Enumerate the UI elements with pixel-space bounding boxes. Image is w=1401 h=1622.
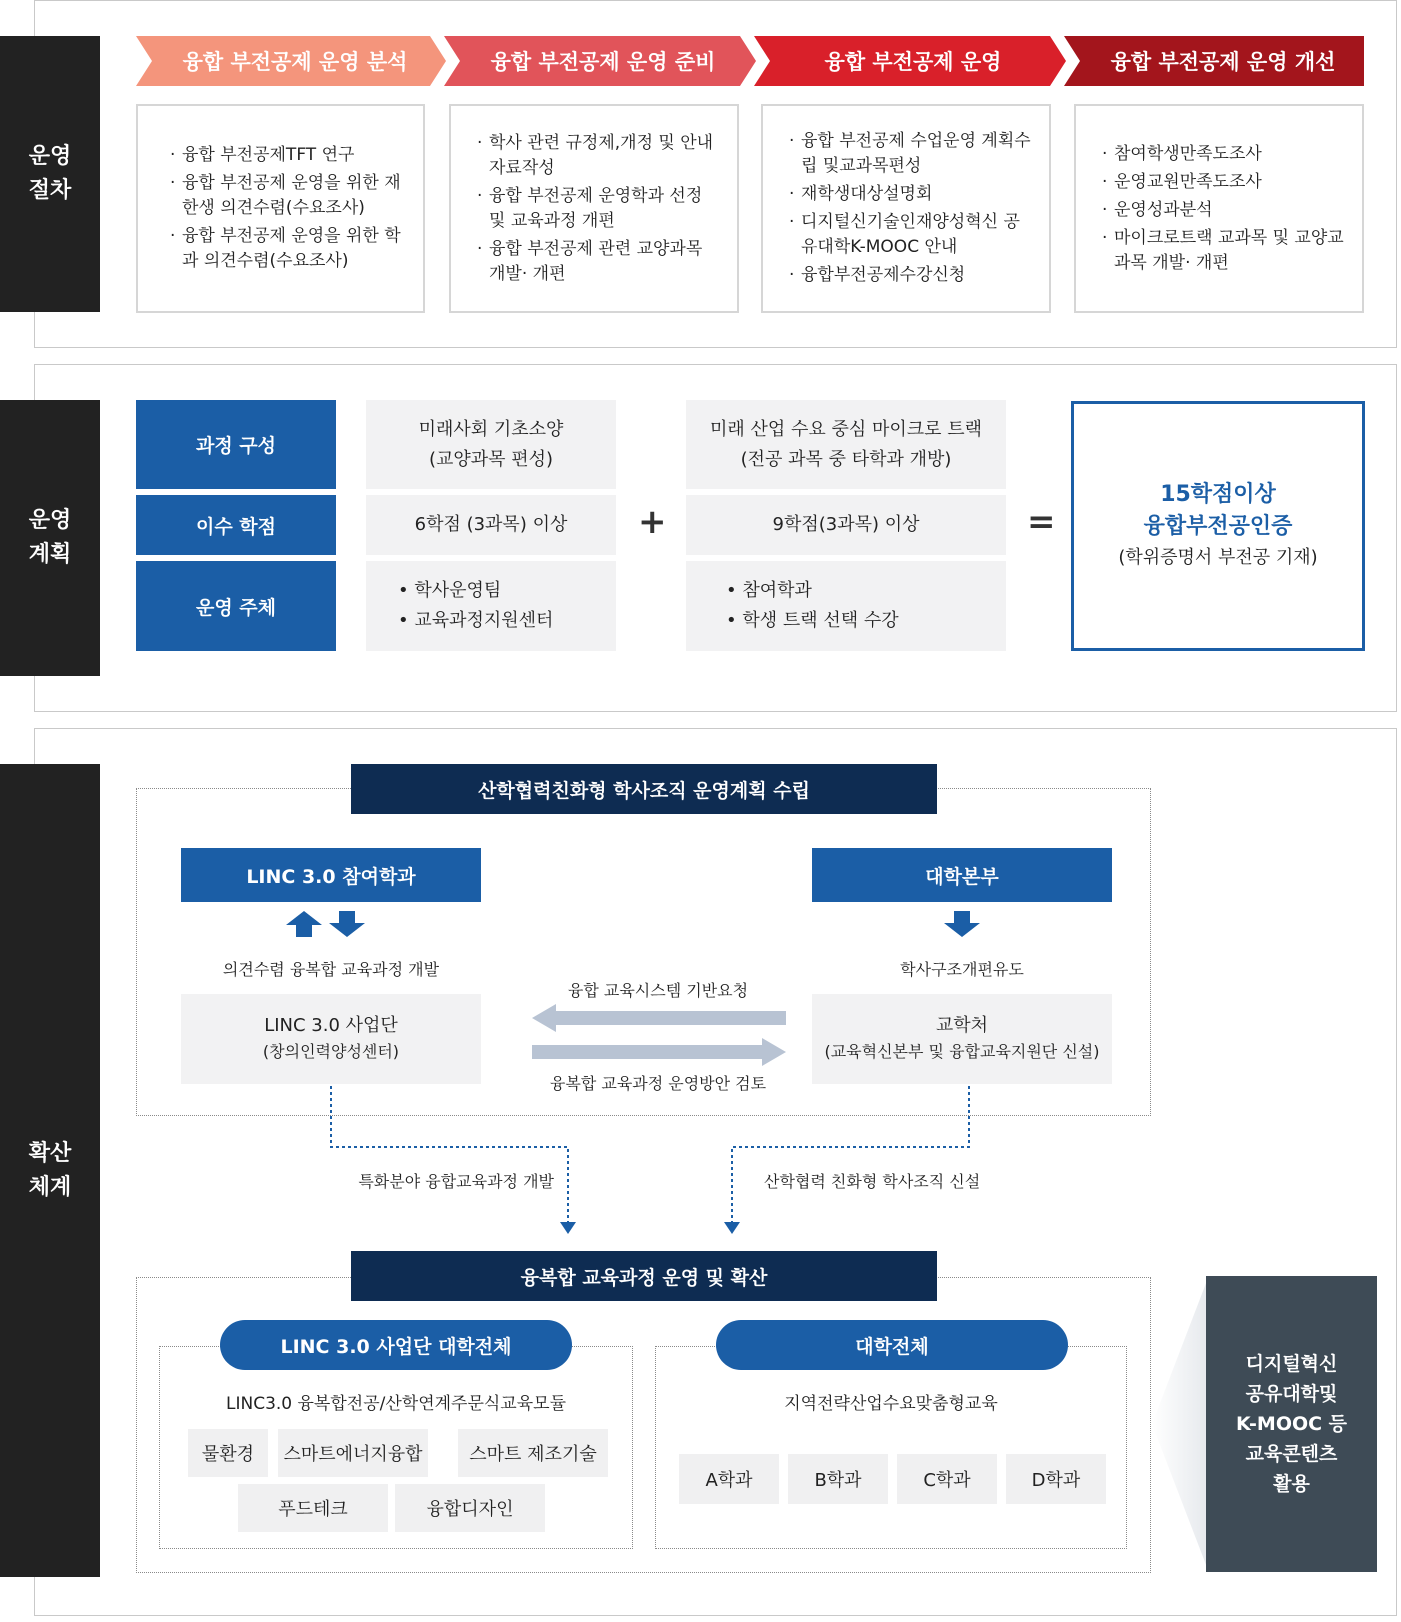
step4-item: · 참여학생만족도조사: [1102, 142, 1348, 167]
department-tag: A학과: [679, 1454, 779, 1504]
down-arrow-icon: [329, 911, 365, 937]
department-tag: B학과: [788, 1454, 888, 1504]
academic-affairs-sub: (교육혁신본부 및 융합교육지원단 신설): [824, 1042, 1100, 1061]
step4-item: · 운영성과분석: [1102, 198, 1348, 223]
university-subtitle: 지역전략산업수요맞춤형교육: [784, 1394, 998, 1414]
review-label: 융복합 교육과정 운영방안 검토: [549, 1074, 767, 1093]
result-box: [1071, 401, 1365, 651]
academic-affairs-name: 교학처: [935, 1015, 989, 1036]
step1-item: · 융합 부전공제TFT 연구: [170, 143, 409, 168]
step3-item: · 재학생대상설명회: [789, 182, 1035, 207]
col1-composition: 미래사회 기초소양 (교양과목 편성): [366, 400, 616, 489]
result-note: (학위증명서 부전공 기재): [1118, 547, 1318, 568]
left-arrow-icon: [532, 1004, 788, 1032]
step2-item: · 융합 부전공제 관련 교양과목 개발· 개편: [477, 237, 723, 287]
specialized-flow-label: 특화분야 융합교육과정 개발: [358, 1172, 554, 1191]
step-title-2: 융합 부전공제 운영 준비: [490, 50, 716, 74]
linc-tag: 스마트에너지융합: [278, 1429, 428, 1477]
result-credits: 15학점이상: [1160, 482, 1276, 507]
expansion-label: 확산 체계: [0, 764, 100, 1577]
equals-sign: =: [1027, 502, 1056, 542]
linc-center-box: [181, 994, 481, 1084]
col2-composition: 미래 산업 수요 중심 마이크로 트랙 (전공 과목 중 타학과 개방): [686, 400, 1006, 489]
linc-dept-header: LINC 3.0 참여학과: [181, 848, 481, 902]
step-box-3: [761, 104, 1051, 313]
down-arrow-icon: [944, 911, 980, 937]
up-arrow-icon: [286, 911, 322, 937]
procedure-label: 운영 절차: [0, 36, 100, 312]
step-box-1: [136, 104, 425, 313]
university-group: [655, 1346, 1127, 1549]
department-tag: C학과: [897, 1454, 997, 1504]
academic-affairs-box: [812, 994, 1112, 1084]
step2-item: · 학사 관련 규정제,개정 및 안내자료작성: [477, 131, 723, 181]
step1-item: · 융합 부전공제 운영을 위한 재한생 의견수렴(수요조사): [170, 171, 409, 221]
right-arrow-icon: [532, 1038, 788, 1066]
linc-tag: 물환경: [188, 1429, 268, 1477]
step3-item: · 융합부전공제수강신청: [789, 263, 1035, 288]
request-label: 융합 교육시스템 기반요청: [567, 981, 749, 1000]
right-caption: 학사구조개편유도: [900, 960, 1024, 979]
operator-item: • 학사운영팀: [398, 576, 553, 606]
row-label-credits: 이수 학점: [136, 495, 336, 555]
step4-item: · 운영교원만족도조사: [1102, 170, 1348, 195]
linc-tag: 푸드테크: [238, 1484, 388, 1532]
linc-center-name: LINC 3.0 사업단: [264, 1015, 398, 1036]
row-label-operators: 운영 주체: [136, 561, 336, 651]
operation-title: 융복합 교육과정 운영 및 확산: [351, 1251, 937, 1301]
side-pointer: [1152, 1278, 1208, 1570]
plan-label: 운영 계획: [0, 400, 100, 676]
linc-tag: 융합디자인: [395, 1484, 545, 1532]
step-title-1: 융합 부전공제 운영 분석: [182, 50, 408, 74]
linc-pill: LINC 3.0 사업단 대학전체: [220, 1320, 572, 1370]
result-certification: 융합부전공인증: [1143, 514, 1293, 539]
digital-content-box: 디지털혁신 공유대학및 K-MOOC 등 교육콘텐츠 활용: [1206, 1276, 1377, 1572]
operator-item: • 참여학과: [726, 576, 899, 606]
operator-item: • 교육과정지원센터: [398, 606, 553, 636]
left-caption: 의견수렴 융복합 교육과정 개발: [222, 960, 440, 979]
col1-credits: 6학점 (3과목) 이상: [366, 495, 616, 555]
linc-center-sub: (창의인력양성센터): [262, 1042, 400, 1061]
linc-subtitle: LINC3.0 융복합전공/산학연계주문식교육모듈: [226, 1394, 566, 1414]
col2-credits: 9학점(3과목) 이상: [686, 495, 1006, 555]
row-label-composition: 과정 구성: [136, 400, 336, 489]
department-tag: D학과: [1006, 1454, 1106, 1504]
step-box-4: [1074, 104, 1364, 313]
plus-sign: +: [638, 502, 667, 542]
university-pill: 대학전체: [716, 1320, 1068, 1370]
flow-connectors: [0, 1080, 1401, 1240]
step-box-2: [449, 104, 739, 313]
planning-title: 산학협력친화형 학사조직 운영계획 수립: [351, 764, 937, 814]
step3-item: · 디지털신기술인재양성혁신 공유대학K-MOOC 안내: [789, 210, 1035, 260]
university-hq-header: 대학본부: [812, 848, 1112, 902]
col1-operators: [366, 561, 616, 651]
step2-item: · 융합 부전공제 운영학과 선정 및 교육과정 개편: [477, 184, 723, 234]
linc-tag: 스마트 제조기술: [458, 1429, 608, 1477]
step1-item: · 융합 부전공제 운영을 위한 학과 의견수렴(수요조사): [170, 224, 409, 274]
organization-flow-label: 산학협력 친화형 학사조직 신설: [764, 1172, 981, 1191]
col2-operators: [686, 561, 1006, 651]
step3-item: · 융합 부전공제 수업운영 계획수립 및교과목편성: [789, 129, 1035, 179]
step-title-3: 융합 부전공제 운영: [824, 50, 1002, 74]
operator-item: • 학생 트랙 선택 수강: [726, 606, 899, 636]
step-title-4: 융합 부전공제 운영 개선: [1110, 50, 1336, 74]
step4-item: · 마이크로트랙 교과목 및 교양교과목 개발· 개편: [1102, 226, 1348, 276]
